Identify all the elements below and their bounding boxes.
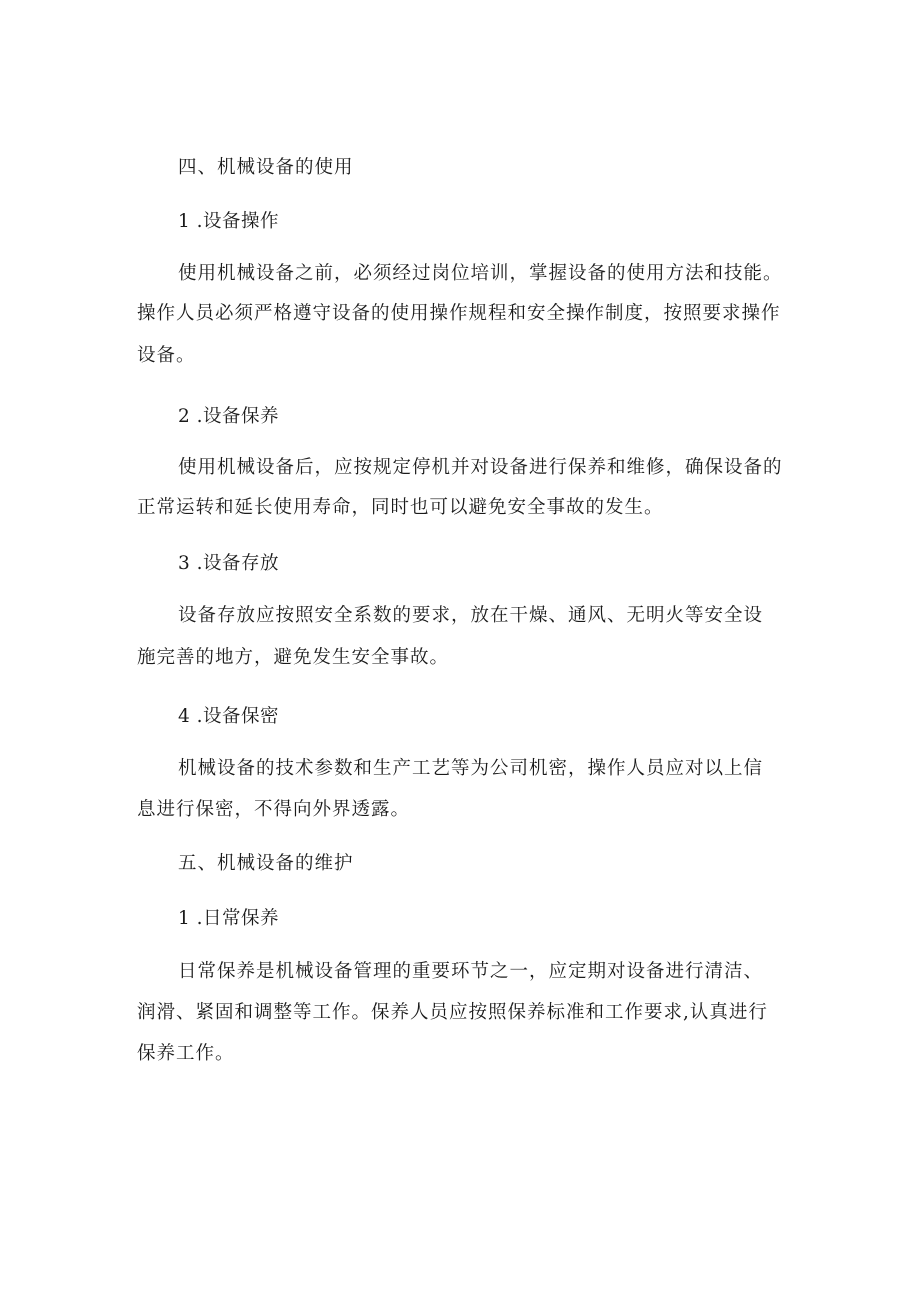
paragraph-line: 施完善的地方，避免发生安全事故。 (137, 647, 450, 668)
item-title: 3 .设备存放 (178, 553, 280, 574)
paragraph-line: 使用机械设备之前，必须经过岗位培训，掌握设备的使用方法和技能。 (178, 263, 783, 284)
item-title: 4 .设备保密 (178, 706, 280, 727)
paragraph-line: 息进行保密，不得向外界透露。 (137, 799, 411, 820)
paragraph-line: 设备。 (137, 345, 196, 366)
paragraph-line: 保养工作。 (137, 1043, 235, 1064)
paragraph-line: 使用机械设备后，应按规定停机并对设备进行保养和维修，确保设备的 (178, 457, 783, 478)
item-title: 1 .日常保养 (178, 908, 280, 929)
item-title: 2 .设备保养 (178, 406, 280, 427)
paragraph-line: 机械设备的技术参数和生产工艺等为公司机密，操作人员应对以上信 (178, 758, 764, 779)
paragraph-line: 日常保养是机械设备管理的重要环节之一，应定期对设备进行清洁、 (178, 961, 764, 982)
item-title: 1 .设备操作 (178, 211, 280, 232)
paragraph-line: 润滑、紧固和调整等工作。保养人员应按照保养标准和工作要求,认真进行 (137, 1002, 768, 1023)
section-heading: 四、机械设备的使用 (178, 157, 354, 178)
paragraph-line: 正常运转和延长使用寿命，同时也可以避免安全事故的发生。 (137, 497, 664, 518)
paragraph-line: 操作人员必须严格遵守设备的使用操作规程和安全操作制度，按照要求操作 (137, 303, 781, 324)
section-heading: 五、机械设备的维护 (178, 853, 354, 874)
paragraph-line: 设备存放应按照安全系数的要求，放在干燥、通风、无明火等安全设 (178, 605, 764, 626)
